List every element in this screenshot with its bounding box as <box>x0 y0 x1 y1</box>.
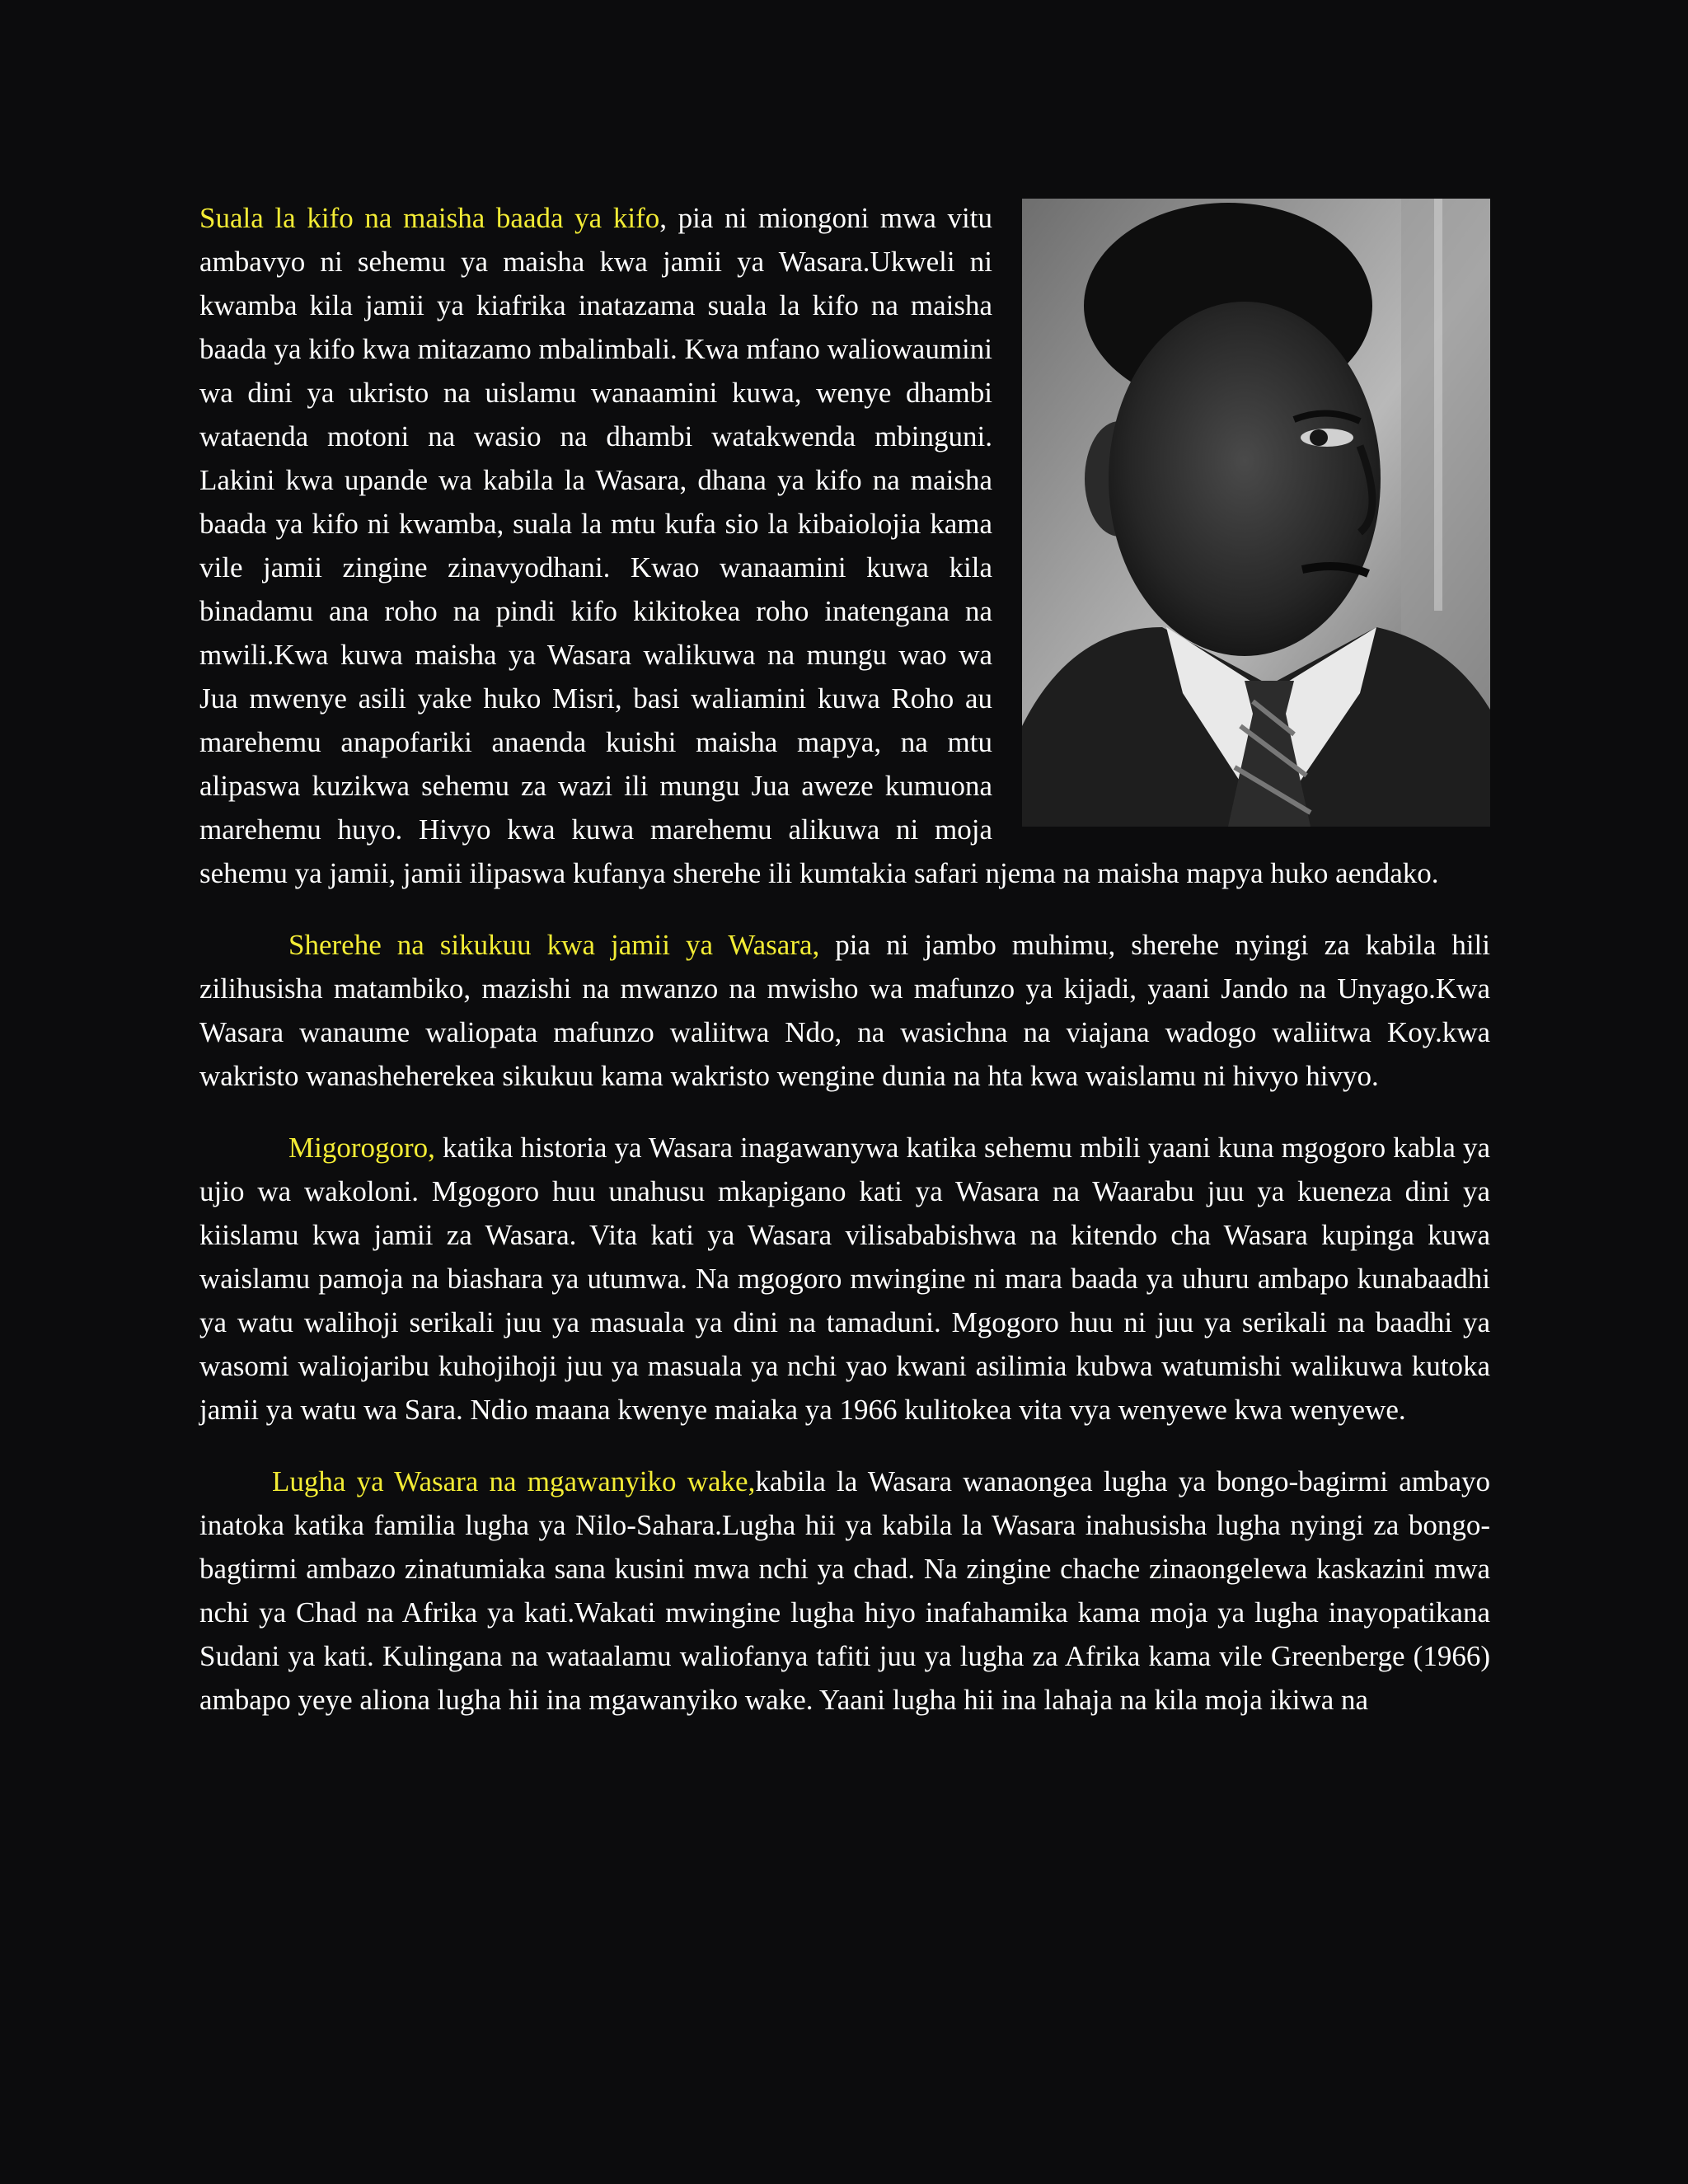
heading-ceremonies: Sherehe na sikukuu kwa jamii ya Wasara, <box>288 929 820 961</box>
body-death-afterlife: , pia ni miongoni mwa vitu ambavyo ni sehemu ya maisha kwa jamii ya Wasara.Ukweli ni kwamba kila jamii ya kiafrika inatazama suala la kifo na maisha baada ya kifo kwa mitazamo mbalimbali. Kwa mfano waliowaumini wa dini ya ukristo na uislamu wanaamini kuwa, wenye dhambi wataenda motoni na wasio na dhambi watakwenda mbinguni. Lakini kwa upande wa kabila la Wasara, dhana ya kifo na maisha baada ya kifo ni kwamba, suala la mtu kufa sio la kibaiolojia kama vile jamii zingine zinavyodhani. Kwao wanaamini kuwa kila binadamu ana roho na pindi kifo kikitokea roho inatengana na mwili.Kwa kuwa maisha ya Wasara walikuwa na mungu wao wa Jua mwenye asili yake huko Misri, basi waliamini kuwa Roho au marehemu anapofariki anaenda kuishi maisha mapya, na mtu alipaswa kuzikwa sehemu za wazi ili mungu Jua aweze kumuona marehemu huyo. Hivyo kwa kuwa marehemu alikuwa ni moja sehemu ya jamii, jamii ilipaswa kufanya sherehe ili kumtakia safari njema na maisha mapya huko aendako. <box>199 202 1439 889</box>
body-conflicts: katika historia ya Wasara inagawanywa katika sehemu mbili yaani kuna mgogoro kabla ya ujio wa wakoloni. Mgogoro huu unahusu mkapigano kati ya Wasara na Waarabu juu ya kueneza dini ya kiislamu kwa jamii za Wasara. Vita kati ya Wasara vilisababishwa na kitendo cha Wasara kupinga kuwa waislamu pamoja na biashara ya utumwa. Na mgogoro mwingine ni mara baada ya uhuru ambapo kunabaadhi ya watu walihoji serikali juu ya masuala ya dini na tamaduni. Mgogoro huu ni juu ya serikali na baadhi ya wasomi waliojaribu kuhojihoji juu ya masuala ya nchi yao kwani asilimia kubwa watumishi walikuwa kutoka jamii ya watu wa Sara. Ndio maana kwenye maiaka ya 1966 kulitokea vita vya wenyewe kwa wenyewe. <box>199 1132 1490 1426</box>
portrait-photo <box>1022 199 1490 827</box>
body-ceremonies: pia ni jambo muhimu, sherehe nyingi za kabila hili zilihusisha matambiko, mazishi na mwanzo na mwisho wa mafunzo ya kijadi, yaani Jando na Unyago.Kwa Wasara wanaume waliopata mafunzo waliitwa Ndo, na wasichna na viajana wadogo waliitwa Koy.kwa wakristo wanasheherekea sikukuu kama wakristo wengine dunia na hta kwa waislamu ni hivyo hivyo. <box>199 929 1490 1092</box>
body-language: kabila la Wasara wanaongea lugha ya bongo-bagirmi ambayo inatoka katika familia lugha ya Nilo-Sahara.Lugha hii ya kabila la Wasara inahusisha lugha nyingi za bongo-bagtirmi ambazo zinatumiaka sana kusini mwa nchi ya chad. Na zingine chache zinaongelewa kaskazini mwa nchi ya Chad na Afrika ya kati.Wakati mwingine lugha hiyo inafahamika kama moja ya lugha inayopatikana Sudani ya kati. Kulingana na wataalamu waliofanya tafiti juu ya lugha za Afrika kama vile Greenberge (1966) ambapo yeye aliona lugha hii ina mgawanyiko wake. Yaani lugha hii ina lahaja na kila moja ikiwa na <box>199 1465 1490 1716</box>
document-page <box>199 196 1490 1750</box>
paragraph-language <box>199 1460 1490 1722</box>
heading-death-afterlife: Suala la kifo na maisha baada ya kifo <box>199 202 660 234</box>
paragraph-ceremonies <box>199 923 1490 1098</box>
heading-language: Lugha ya Wasara na mgawanyiko wake, <box>272 1465 756 1497</box>
heading-conflicts: Migorogoro, <box>288 1132 435 1164</box>
paragraph-conflicts <box>199 1126 1490 1432</box>
